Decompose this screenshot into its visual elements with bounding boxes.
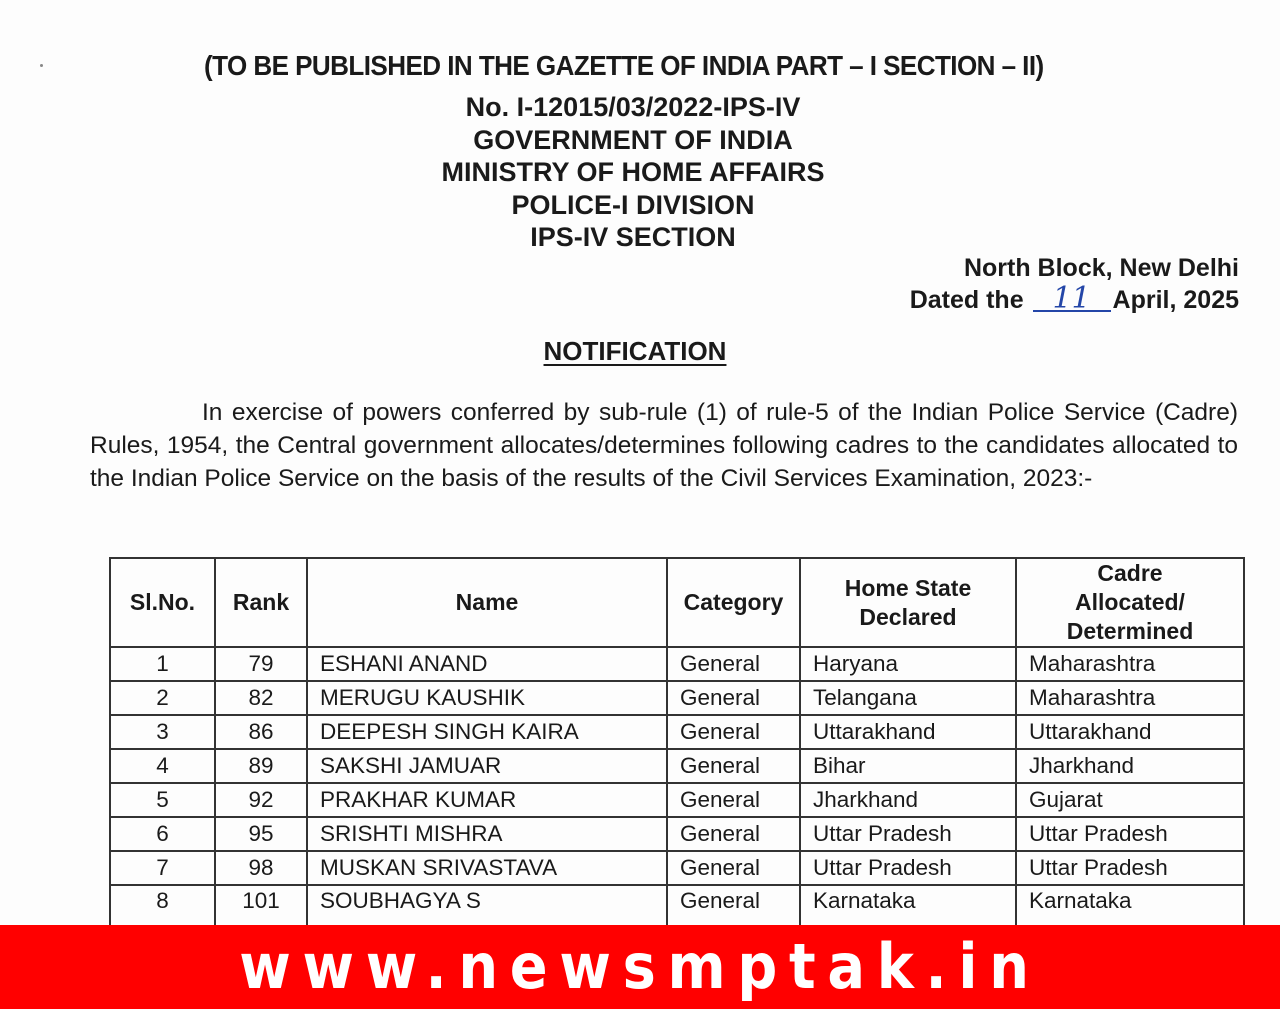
header-cadre bbox=[1016, 558, 1244, 647]
cell-home-state: Uttar Pradesh bbox=[800, 817, 1016, 851]
cell-name: SAKSHI JAMUAR bbox=[307, 749, 667, 783]
notification-title: NOTIFICATION bbox=[543, 336, 727, 366]
notification-paragraph bbox=[90, 396, 1238, 495]
cell-category: General bbox=[667, 783, 800, 817]
cell-home-state: Bihar bbox=[800, 749, 1016, 783]
cell-rank: 82 bbox=[215, 681, 307, 715]
file-number: No. I-12015/03/2022-IPS-IV bbox=[465, 92, 801, 122]
cell-home-state: Telangana bbox=[800, 681, 1016, 715]
cell-slno: 7 bbox=[110, 851, 215, 885]
cell-rank: 95 bbox=[215, 817, 307, 851]
table-row bbox=[110, 783, 1244, 817]
cell-cadre: Gujarat bbox=[1016, 783, 1244, 817]
cell-cadre: Maharashtra bbox=[1016, 681, 1244, 715]
cell-category: General bbox=[667, 749, 800, 783]
header-home-state-line1: Home State bbox=[844, 574, 972, 601]
cell-slno: 3 bbox=[110, 715, 215, 749]
cell-home-state: Uttarakhand bbox=[800, 715, 1016, 749]
header-cadre-line2: Allocated/ bbox=[1075, 589, 1185, 615]
header-cadre-line3: Determined bbox=[1066, 618, 1194, 644]
cell-name: DEEPESH SINGH KAIRA bbox=[307, 715, 667, 749]
cell-slno: 2 bbox=[110, 681, 215, 715]
cell-slno: 6 bbox=[110, 817, 215, 851]
cell-cadre: Uttarakhand bbox=[1016, 715, 1244, 749]
header-rank: Rank bbox=[215, 558, 307, 647]
letterhead bbox=[0, 91, 1266, 254]
cell-name: MUSKAN SRIVASTAVA bbox=[307, 851, 667, 885]
handwritten-date-day: 11 bbox=[1033, 288, 1111, 312]
table-header-row bbox=[110, 558, 1244, 647]
cell-home-state: Karnataka bbox=[800, 885, 1016, 949]
table-row bbox=[110, 749, 1244, 783]
cell-category: General bbox=[667, 885, 800, 949]
government-name: GOVERNMENT OF INDIA bbox=[473, 124, 793, 155]
website-watermark-banner bbox=[0, 925, 1280, 1009]
cell-name: MERUGU KAUSHIK bbox=[307, 681, 667, 715]
cell-home-state: Uttar Pradesh bbox=[800, 851, 1016, 885]
cell-slno: 8 bbox=[110, 885, 215, 949]
cell-rank: 89 bbox=[215, 749, 307, 783]
cell-rank: 101 bbox=[215, 885, 307, 949]
table-row bbox=[110, 817, 1244, 851]
cell-category: General bbox=[667, 817, 800, 851]
cell-cadre: Uttar Pradesh bbox=[1016, 851, 1244, 885]
cell-slno: 5 bbox=[110, 783, 215, 817]
date-suffix: April, 2025 bbox=[1112, 286, 1239, 314]
division-name: POLICE-I DIVISION bbox=[511, 189, 755, 220]
header-cadre-line1: Cadre bbox=[1097, 560, 1163, 586]
cadre-allocation-table bbox=[109, 557, 1245, 950]
header-name: Name bbox=[307, 558, 667, 647]
website-url: www.newsmptak.in bbox=[239, 930, 1041, 1003]
cell-category: General bbox=[667, 715, 800, 749]
cell-name: ESHANI ANAND bbox=[307, 647, 667, 681]
cell-cadre: Uttar Pradesh bbox=[1016, 817, 1244, 851]
header-home-state bbox=[800, 558, 1016, 647]
cell-cadre: Maharashtra bbox=[1016, 647, 1244, 681]
cell-cadre: Jharkhand bbox=[1016, 749, 1244, 783]
ministry-name: MINISTRY OF HOME AFFAIRS bbox=[441, 157, 825, 187]
table-row bbox=[110, 647, 1244, 681]
header-home-state-line2: Declared bbox=[859, 603, 957, 630]
gazette-publication-line: (TO BE PUBLISHED IN THE GAZETTE OF INDIA PART – I SECTION – II) bbox=[204, 50, 1044, 81]
cell-name: SRISHTI MISHRA bbox=[307, 817, 667, 851]
cell-slno: 1 bbox=[110, 647, 215, 681]
header-slno: Sl.No. bbox=[110, 558, 215, 647]
table-row bbox=[110, 715, 1244, 749]
cell-category: General bbox=[667, 647, 800, 681]
header-category: Category bbox=[667, 558, 800, 647]
cell-category: General bbox=[667, 681, 800, 715]
paragraph-text: In exercise of powers conferred by sub-rule (1) of rule-5 of the Indian Police Service (Cadre) Rules, 1954, the Central government allocates/determines following cadres to the candidates allocated to the Indian Police Service on the basis of the results of the Civil Services Examination, 2023:- bbox=[90, 399, 1238, 492]
place: North Block, New Delhi bbox=[963, 254, 1239, 282]
cell-category: General bbox=[667, 851, 800, 885]
cell-rank: 92 bbox=[215, 783, 307, 817]
table-row bbox=[110, 851, 1244, 885]
cell-rank: 86 bbox=[215, 715, 307, 749]
cell-cadre: Karnataka bbox=[1016, 885, 1244, 949]
cell-slno: 4 bbox=[110, 749, 215, 783]
table-row bbox=[110, 681, 1244, 715]
cell-rank: 98 bbox=[215, 851, 307, 885]
section-name: IPS-IV SECTION bbox=[530, 222, 736, 252]
date-line bbox=[909, 281, 1239, 316]
cell-home-state: Haryana bbox=[800, 647, 1016, 681]
cell-rank: 79 bbox=[215, 647, 307, 681]
date-prefix: Dated the bbox=[909, 286, 1024, 314]
cell-name: SOUBHAGYA S bbox=[307, 885, 667, 949]
notification-title-wrap bbox=[0, 336, 1270, 367]
cell-home-state: Jharkhand bbox=[800, 783, 1016, 817]
scan-speck bbox=[40, 64, 43, 67]
cell-name: PRAKHAR KUMAR bbox=[307, 783, 667, 817]
place-and-date bbox=[910, 252, 1239, 316]
